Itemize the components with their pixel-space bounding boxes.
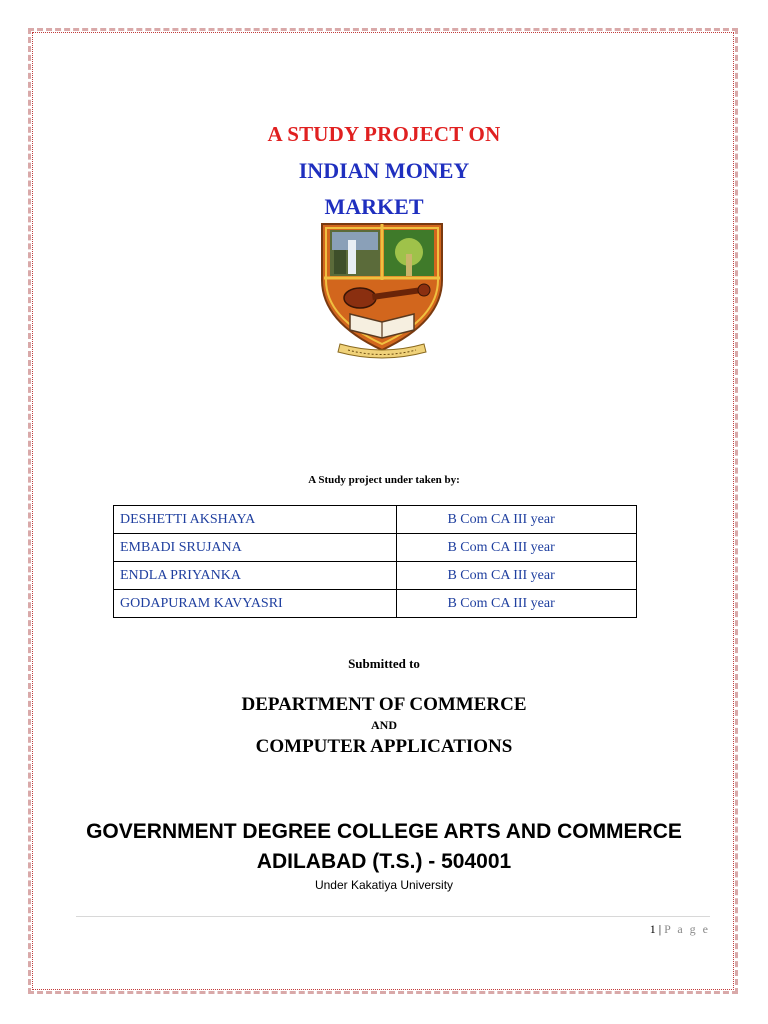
footer-divider bbox=[76, 916, 710, 917]
college-crest-emblem bbox=[314, 210, 450, 362]
student-course: B Com CA III year bbox=[397, 590, 637, 618]
student-course: B Com CA III year bbox=[397, 506, 637, 534]
page-number-separator: | bbox=[658, 922, 662, 936]
page-number-value: 1 bbox=[649, 922, 656, 936]
table-row bbox=[114, 506, 637, 534]
undertaken-by-label: A Study project under taken by: bbox=[308, 474, 460, 486]
page-word: P a g e bbox=[664, 922, 710, 936]
table-row bbox=[114, 590, 637, 618]
student-course: B Com CA III year bbox=[397, 562, 637, 590]
college-address: ADILABAD (T.S.) - 504001 bbox=[256, 850, 512, 873]
title-line-2: INDIAN MONEY bbox=[298, 158, 470, 183]
student-name: EMBADI SRUJANA bbox=[114, 534, 397, 562]
student-name: GODAPURAM KAVYASRI bbox=[114, 590, 397, 618]
college-name: GOVERNMENT DEGREE COLLEGE ARTS AND COMMERCE bbox=[86, 820, 682, 843]
student-name: DESHETTI AKSHAYA bbox=[114, 506, 397, 534]
department-and: AND bbox=[371, 718, 397, 732]
university-affiliation: Under Kakatiya University bbox=[314, 878, 454, 892]
student-name: ENDLA PRIYANKA bbox=[114, 562, 397, 590]
title-line-1: A STUDY PROJECT ON bbox=[267, 122, 501, 146]
department-line-1: DEPARTMENT OF COMMERCE bbox=[241, 694, 527, 715]
table-row bbox=[114, 534, 637, 562]
student-course: B Com CA III year bbox=[397, 534, 637, 562]
table-row bbox=[114, 562, 637, 590]
students-table bbox=[113, 505, 637, 618]
title-line-3: MARKET bbox=[324, 194, 424, 219]
submitted-to-label: Submitted to bbox=[348, 656, 420, 671]
page-number bbox=[650, 922, 710, 937]
department-line-2: COMPUTER APPLICATIONS bbox=[255, 736, 513, 757]
